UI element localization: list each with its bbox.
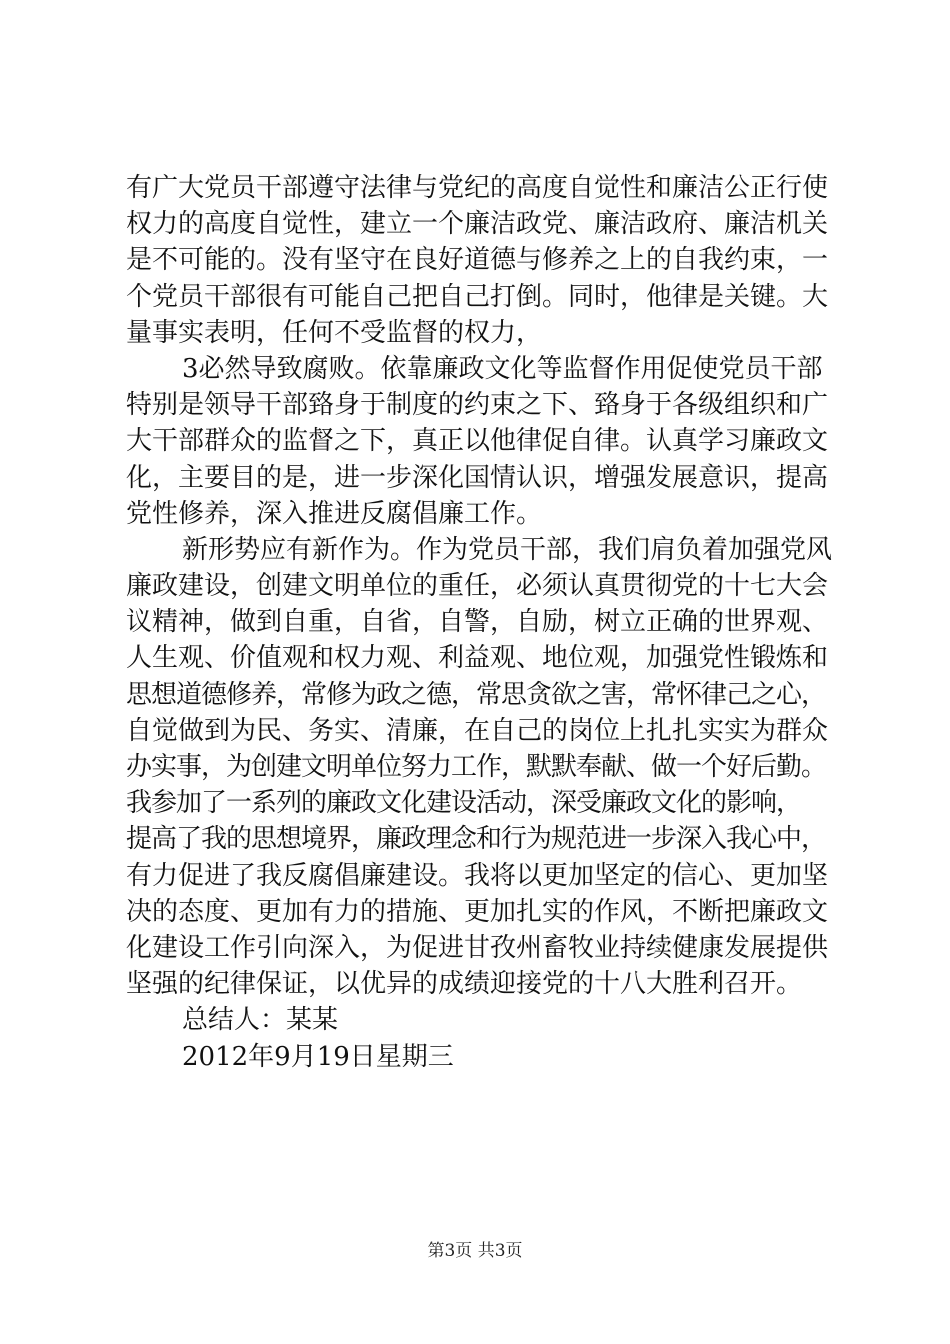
body-line: 特别是领导干部臵身于制度的约束之下、臵身于各级组织和广 <box>126 390 829 421</box>
page-number: 第3页 共3页 <box>427 1241 523 1261</box>
body-line: 提高了我的思想境界，廉政理念和行为规范进一步深入我心中， <box>126 824 827 855</box>
paragraph-start-line: 新形势应有新作为。作为党员干部，我们肩负着加强党风 <box>182 534 833 565</box>
body-line: 化建设工作引向深入，为促进甘孜州畜牧业持续健康发展提供 <box>126 932 829 963</box>
body-line: 自觉做到为民、务实、清廉，在自己的岗位上扎扎实实为群众 <box>126 715 829 746</box>
body-line: 坚强的纪律保证，以优异的成绩迎接党的十八大胜利召开。 <box>126 969 803 1000</box>
body-line: 量事实表明，任何不受监督的权力， <box>126 317 543 348</box>
body-line: 党性修养，深入推进反腐倡廉工作。 <box>126 498 543 529</box>
date-line: 2012年9月19日星期三 <box>182 1041 454 1072</box>
body-line: 人生观、价值观和权力观、利益观、地位观，加强党性锻炼和 <box>126 643 829 674</box>
body-line: 思想道德修养，常修为政之德，常思贪欲之害，常怀律己之心， <box>126 679 827 710</box>
body-line: 是不可能的。没有坚守在良好道德与修养之上的自我约束，一 <box>126 245 829 276</box>
signature-line: 总结人：某某 <box>182 1005 339 1036</box>
document-body <box>126 170 856 1075</box>
body-line: 大干部群众的监督之下，真正以他律促自律。认真学习廉政文 <box>126 426 829 457</box>
body-line: 有力促进了我反腐倡廉建设。我将以更加坚定的信心、更加坚 <box>126 860 829 891</box>
body-line: 个党员干部很有可能自己把自己打倒。同时，他律是关键。大 <box>126 281 829 312</box>
body-line: 权力的高度自觉性，建立一个廉洁政党、廉洁政府、廉洁机关 <box>126 209 829 240</box>
body-line: 廉政建设，创建文明单位的重任，必须认真贯彻党的十七大会 <box>126 571 829 602</box>
body-line: 议精神，做到自重，自省，自警，自励，树立正确的世界观、 <box>126 607 829 638</box>
paragraph-start-line: 3必然导致腐败。依靠廉政文化等监督作用促使党员干部 <box>182 353 823 384</box>
body-line: 决的态度、更加有力的措施、更加扎实的作风，不断把廉政文 <box>126 896 829 927</box>
body-line: 我参加了一系列的廉政文化建设活动，深受廉政文化的影响， <box>126 788 802 819</box>
body-line: 办实事，为创建文明单位努力工作，默默奉献、做一个好后勤。 <box>126 752 827 782</box>
body-line: 有广大党员干部遵守法律与党纪的高度自觉性和廉洁公正行使 <box>126 173 829 203</box>
body-line: 化，主要目的是，进一步深化国情认识，增强发展意识，提高 <box>126 462 829 493</box>
page-footer <box>0 1240 950 1262</box>
